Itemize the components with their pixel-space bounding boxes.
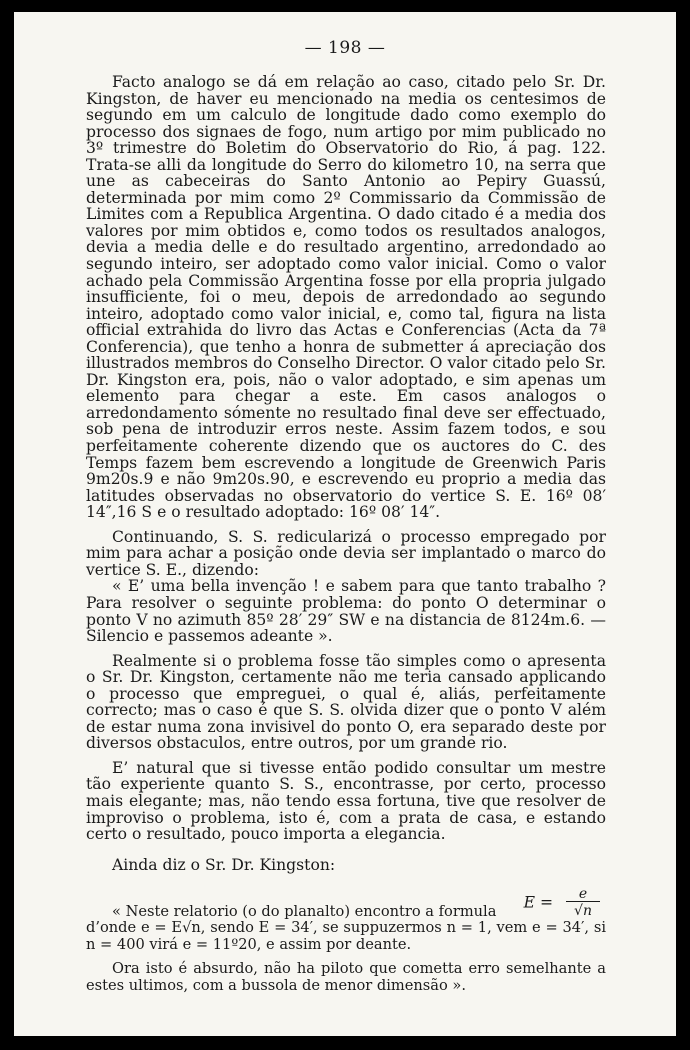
book-page bbox=[14, 12, 676, 1036]
closing-quote: Ora isto é absurdo, não ha piloto que cometta erro semelhante a estes ultimos, com a bussola de menor dimensão ». bbox=[86, 960, 606, 994]
page-number: — 198 — bbox=[304, 38, 386, 58]
formula-lead-text: « Neste relatorio (o do planalto) encontro a formula bbox=[112, 902, 497, 920]
formula-fraction bbox=[566, 887, 600, 920]
paragraph-problem-simple: Realmente si o problema fosse tão simples como o apresenta o Sr. Dr. Kingston, certamente não me teria cansado applicando o processo que empreguei, o qual é, aliás, perfeitamente correcto; mas o caso é que S. S. olvida dizer que o ponto V além de estar numa zona invisivel do ponto O, era separado deste por diversos obstaculos, entre outros, por um grande rio. bbox=[86, 651, 606, 753]
paragraph-kingston-says: Ainda diz o Sr. Dr. Kingston: bbox=[112, 855, 336, 874]
paragraph-longitude-case: Facto analogo se dá em relação ao caso, citado pelo Sr. Dr. Kingston, de haver eu mencionado na media os centesimos de segundo em um calculo de longitude dado como exemplo do processo dos signaes de fogo, num artigo por mim publicado no 3º trimestre do Boletim do Observatorio do Rio, á pag. 122. Trata-se alli da longitude do Serro do kilometro 10, na serra que une as cabeceiras do Santo Antonio ao Pepiry Guassú, determinada por mim como 2º Commissario da Commissão de Limites com a Republica Argentina. O dado citado é a media dos valores por mim obtidos e, como todos os resultados analogos, devia a media delle e do resultado argentino, arredondado ao segundo inteiro, ser adoptado como valor inicial. Como o valor achado pela Commissão Argentina fosse por ella propria julgado insufficiente, foi o meu, depois de arredondado ao segundo inteiro, adoptado como valor inicial, e, como tal, figura na lista official extrahida do livro das Actas e Conferencias (Acta da 7ª Conferencia), que tenho a honra de submetter á apreciação dos illustrados membros do Conselho Director. O valor citado pelo Sr. Dr. Kingston era, pois, não o valor adoptado, e sim apenas um elemento para chegar a este. Em casos analogos o arredondamento sómente no resultado final deve ser effectuado, sob pena de introduzir erros neste. Assim fazem todos, e sou perfeitamente coherente dizendo que os auctores do C. des Temps fazem bem escrevendo a longitude de Greenwich Paris 9m20s.9 e não 9m20s.90, e escrevendo eu proprio a media das latitudes observadas no observatorio do vertice S. E. 16º 08′ 14″,16 S e o resultado adoptado: 16º 08′ 14″. bbox=[86, 73, 606, 522]
formula-denominator: √n bbox=[574, 903, 592, 920]
formula bbox=[524, 887, 606, 920]
formula-line bbox=[86, 887, 606, 920]
paragraph-quote-invention: « E’ uma bella invenção ! e sabem para que tanto trabalho ? Para resolver o seguinte problema: do ponto O determinar o ponto V no azimuth 85º 28′ 29″ SW e na distancia de 8124m.6. — Silencio e passemos adeante ». bbox=[86, 577, 606, 646]
paragraph-natural: E’ natural que si tivesse então podido consultar um mestre tão experiente quanto S. S., encontrasse, por certo, processo mais elegante; mas, não tendo essa fortuna, tive que resolver de improviso o problema, isto é, com a prata de casa, e estando certo o resultado, pouco importa a elegancia. bbox=[86, 758, 606, 844]
formula-lhs: E = bbox=[523, 893, 554, 912]
formula-numerator: e bbox=[578, 886, 588, 903]
page-body bbox=[86, 74, 606, 994]
formula-explanation: d’onde e = E√n, sendo E = 34′, se suppuzermos n = 1, vem e = 34′, si n = 400 virá e = 11º20, e assim por deante. bbox=[86, 919, 606, 953]
paragraph-continuing: Continuando, S. S. redicularizá o processo empregado por mim para achar a posição onde devia ser implantado o marco do vertice S. E., dizendo: bbox=[86, 527, 606, 579]
